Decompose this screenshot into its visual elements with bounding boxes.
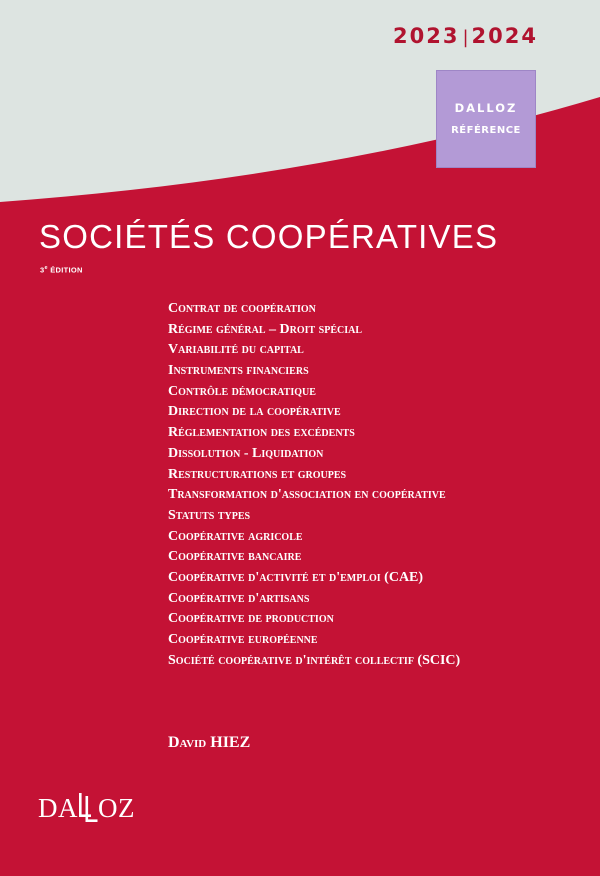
year-separator: | <box>462 27 469 48</box>
year-end: 2024 <box>471 24 538 48</box>
topics-list <box>168 299 460 671</box>
topic-item: Réglementation des excédents <box>168 425 355 441</box>
topic-item: Coopérative agricole <box>168 528 303 544</box>
topic-item: Coopérative bancaire <box>168 549 302 565</box>
topic-item: Direction de la coopérative <box>168 404 341 420</box>
topic-item: Instruments financiers <box>168 363 309 379</box>
topic-item: Régime général – Droit spécial <box>168 321 363 337</box>
logo-l1-foot <box>79 814 91 817</box>
author-last-name: HIEZ <box>210 734 251 751</box>
topic-item: Transformation d'association en coopérative <box>168 487 446 503</box>
topic-item: Statuts types <box>168 507 251 523</box>
topic-item: Dissolution - Liquidation <box>168 445 324 461</box>
edition-number: 3 <box>40 265 45 275</box>
logo-l2-stem <box>86 796 89 822</box>
edition-label <box>40 265 83 275</box>
topic-item: Variabilité du capital <box>168 342 304 358</box>
topic-item: Restructurations et groupes <box>168 466 347 482</box>
badge-line-1: DALLOZ <box>454 101 518 115</box>
year-start: 2023 <box>393 24 460 48</box>
author-name <box>168 734 250 752</box>
edition-text: ÉDITION <box>47 265 83 275</box>
badge-line-2: RÉFÉRENCE <box>451 125 521 136</box>
topic-item: Coopérative de production <box>168 611 334 627</box>
logo-text-end: OZ <box>98 793 135 823</box>
topic-item: Coopérative d'activité et d'emploi (CAE) <box>168 569 424 585</box>
dalloz-logo <box>38 790 142 824</box>
topic-item: Contrat de coopération <box>168 301 316 316</box>
book-title: SOCIÉTÉS COOPÉRATIVES <box>39 218 499 255</box>
collection-badge <box>436 70 536 168</box>
edition-years <box>0 24 538 48</box>
edition-suffix: e <box>44 265 48 271</box>
logo-l1-stem <box>79 793 82 817</box>
topic-item: Société coopérative d'intérêt collectif (SCIC) <box>168 652 461 668</box>
logo-l2-foot <box>86 819 98 822</box>
topic-item: Coopérative européenne <box>168 632 318 647</box>
logo-text: DA <box>38 793 78 823</box>
author-first-name: David <box>168 734 207 751</box>
topic-item: Contrôle démocratique <box>168 383 316 399</box>
topic-item: Coopérative d'artisans <box>168 590 310 606</box>
